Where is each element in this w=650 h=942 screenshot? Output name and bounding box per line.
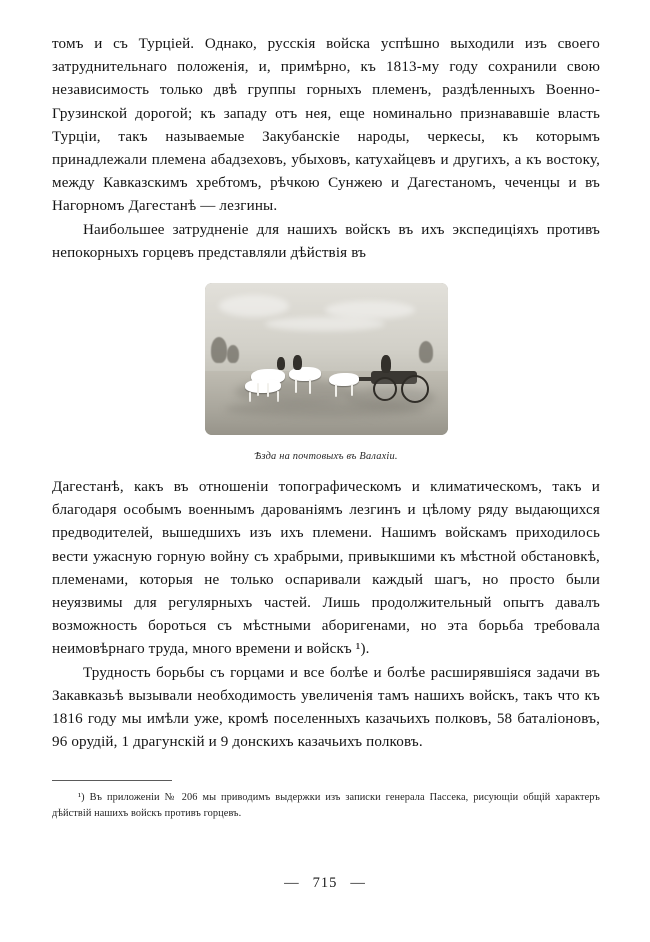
figure-rider [277,357,285,370]
figure-horse-leg [295,379,297,393]
figure-horse-leg [351,384,353,396]
footnote-text: Въ приложеніи № 206 мы приводимъ выдержки изъ записки генерала Пассека, рисующіи общій характеръ дѣйствій нашихъ войскъ противъ горцевъ. [52,792,600,820]
figure-horse-leg [257,383,259,396]
footnote [52,790,600,821]
footnote-separator [52,780,172,781]
figure-tree [211,337,227,363]
figure-wheel [373,377,397,401]
figure-rider [293,355,302,370]
page-content [52,33,600,822]
figure-wheel [401,375,429,403]
figure-dust [225,401,425,417]
figure-cloud [265,317,385,331]
paragraph-4: Трудность борьбы съ горцами и все болѣе и болѣе расширявшіяся задачи въ Закавказьѣ вызывали необходимость увеличенія тамъ нашихъ войскъ, такъ что къ 1816 году мы имѣли уже, кромѣ поселенныхъ казачьихъ полковъ, 58 баталіоновъ, 96 орудій, 1 драгунскій и 9 донскихъ казачьихъ полковъ. [52,664,600,751]
figure-horse [329,373,359,386]
figure-horse-leg [309,379,311,394]
figure-tree [419,341,433,363]
figure-tree [227,345,239,363]
figure-horse-leg [249,392,251,402]
footnote-marker: ¹) [78,792,85,804]
figure-caption: Ѣзда на почтовыхъ въ Валахіи. [254,451,398,463]
figure-passenger [381,355,391,373]
figure-block [52,283,600,462]
page-number-dash-right: — [350,875,366,891]
paragraph-3: Дагестанѣ, какъ въ отношеніи топографическомъ и климатическомъ, такъ и благодаря особымъ военнымъ дарованіямъ лезгинъ и цѣлому ряду выдающихся предводителей, вышедшихъ изъ ихъ племени. Нашимъ войскамъ приходилось вести ужасную горную войну съ храбрыми, привыкшими къ мѣстной обстановкѣ, племенами, которыя не только оспаривали каждый шагъ, но просто были неуязвимы для регулярныхъ частей. Лишь продолжительный опытъ давалъ возможность бороться съ мѣстными аборигенами, но эта борьба требовала неимовѣрнаго труда, много времени и войскъ ¹). [52,479,600,658]
figure-horse-leg [277,391,279,402]
paragraph-1: томъ и съ Турціей. Однако, русскія войска успѣшно выходили изъ своего затруднительнаго положенія, и, примѣрно, къ 1813-му году сохранили свою независимость только двѣ группы горныхъ племенъ, раздѣленныхъ Военно-Грузинской дорогой; къ западу отъ нея, еще номинально признававшіе власть Турціи, такъ называемые Закубанскіе народы, черкесы, къ которымъ принадлежали племена абадзеховъ, убыховъ, катухайцевъ и другихъ, а къ востоку, между Кавказскимъ хребтомъ, рѣчкою Сунжею и Дагестаномъ, чеченцы и въ Нагорномъ Дагестанѣ — лезгины. [52,36,600,215]
page-number [0,875,650,892]
figure-horse-leg [335,384,337,397]
figure-horse [289,367,321,381]
page-number-dash-left: — [284,875,300,891]
engraving-postal-carriage-wallachia [205,283,448,435]
figure-horse-leg [267,383,269,397]
figure-cloud [219,295,289,317]
page-number-value: 715 [312,875,338,891]
paragraph-2: Наибольшее затрудненіе для нашихъ войскъ въ ихъ экспедиціяхъ противъ непокорныхъ горцевъ представляли дѣйствія въ [52,221,600,261]
figure-horse [245,379,281,393]
